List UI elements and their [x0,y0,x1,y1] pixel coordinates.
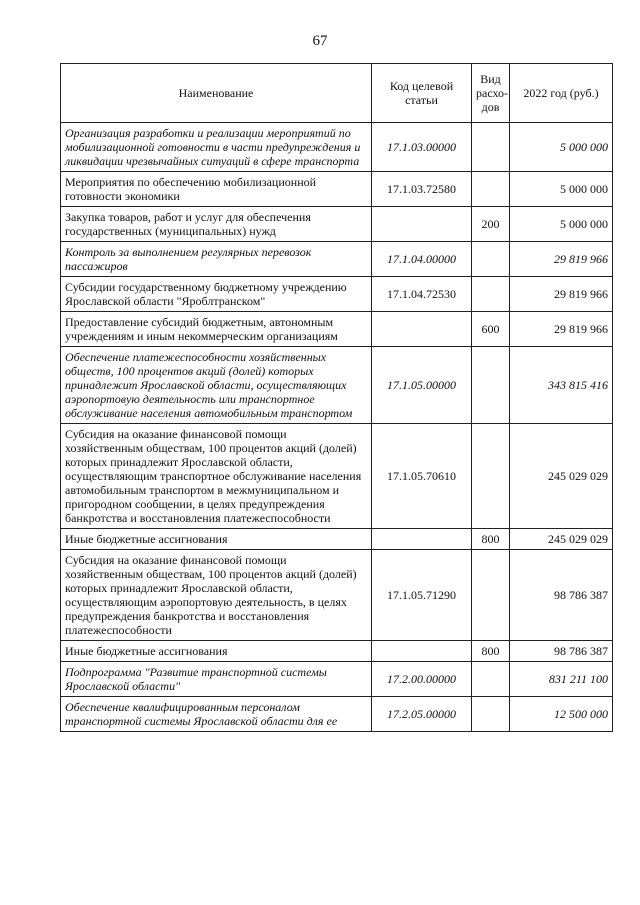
header-code: Код целевой статьи [372,64,472,123]
row-amount-cell: 29 819 966 [510,242,613,277]
row-amount-cell: 5 000 000 [510,207,613,242]
table-row [61,172,613,207]
row-code-cell: 17.1.04.72530 [372,277,472,312]
row-kind-cell [472,662,510,697]
row-kind-cell: 800 [472,641,510,662]
row-code-cell [372,641,472,662]
header-kind: Вид расхо-дов [472,64,510,123]
row-amount-cell: 12 500 000 [510,697,613,732]
page-number: 67 [312,33,328,49]
row-name-cell: Организация разработки и реализации мероприятий по мобилизационной готовности в части предупреждения и ликвидации чрезвычайных ситуаций в сфере транспорта [61,123,372,172]
row-kind-cell [472,697,510,732]
row-name-cell: Мероприятия по обеспечению мобилизационной готовности экономики [61,172,372,207]
row-code-cell: 17.1.03.00000 [372,123,472,172]
table-row [61,347,613,424]
row-kind-cell: 600 [472,312,510,347]
row-kind-cell [472,550,510,641]
header-amount: 2022 год (руб.) [510,64,613,123]
row-code-cell [372,207,472,242]
table-row [61,697,613,732]
row-code-cell: 17.1.03.72580 [372,172,472,207]
row-amount-cell: 5 000 000 [510,123,613,172]
row-name-cell: Обеспечение квалифицированным персоналом транспортной системы Ярославской области для ее [61,697,372,732]
row-name-cell: Субсидия на оказание финансовой помощи хозяйственным обществам, 100 процентов акций (долей) которых принадлежит Ярославской области, осуществляющим аэропортовую деятельность, в целях предупреждения банкротства и восстановления платежеспособности [61,550,372,641]
row-amount-cell: 29 819 966 [510,312,613,347]
row-name-cell: Субсидии государственному бюджетному учреждению Ярославской области "Яроблтранском" [61,277,372,312]
row-kind-cell [472,242,510,277]
header-name: Наименование [61,64,372,123]
row-amount-cell: 343 815 416 [510,347,613,424]
row-amount-cell: 5 000 000 [510,172,613,207]
row-code-cell: 17.2.00.00000 [372,662,472,697]
table-row [61,529,613,550]
row-name-cell: Предоставление субсидий бюджетным, автономным учреждениям и иным некоммерческим организациям [61,312,372,347]
table-row [61,207,613,242]
table-body [61,123,613,732]
row-name-cell: Контроль за выполнением регулярных перевозок пассажиров [61,242,372,277]
row-amount-cell: 98 786 387 [510,641,613,662]
table-row [61,424,613,529]
row-kind-cell [472,277,510,312]
row-kind-cell [472,347,510,424]
row-code-cell: 17.2.05.00000 [372,697,472,732]
row-kind-cell: 800 [472,529,510,550]
table-row [61,550,613,641]
row-code-cell: 17.1.05.00000 [372,347,472,424]
row-kind-cell [472,172,510,207]
row-name-cell: Закупка товаров, работ и услуг для обеспечения государственных (муниципальных) нужд [61,207,372,242]
row-code-cell: 17.1.05.71290 [372,550,472,641]
table-row [61,277,613,312]
row-code-cell [372,312,472,347]
table-row [61,662,613,697]
row-code-cell: 17.1.05.70610 [372,424,472,529]
budget-table [60,63,613,732]
table-row [61,641,613,662]
row-code-cell [372,529,472,550]
row-name-cell: Субсидия на оказание финансовой помощи хозяйственным обществам, 100 процентов акций (долей) которых принадлежит Ярославской области, осуществляющим транспортное обслуживание населения автомобильным транспортом в межмуниципальном и пригородном сообщении, в целях предупреждения банкротства и восстановления платежеспособности [61,424,372,529]
row-amount-cell: 245 029 029 [510,529,613,550]
row-amount-cell: 245 029 029 [510,424,613,529]
table-header-row [61,64,613,123]
row-kind-cell [472,424,510,529]
row-name-cell: Иные бюджетные ассигнования [61,641,372,662]
row-kind-cell: 200 [472,207,510,242]
row-amount-cell: 98 786 387 [510,550,613,641]
row-name-cell: Иные бюджетные ассигнования [61,529,372,550]
table-row [61,242,613,277]
row-amount-cell: 29 819 966 [510,277,613,312]
table-row [61,123,613,172]
row-amount-cell: 831 211 100 [510,662,613,697]
table-row [61,312,613,347]
row-kind-cell [472,123,510,172]
row-code-cell: 17.1.04.00000 [372,242,472,277]
row-name-cell: Подпрограмма "Развитие транспортной системы Ярославской области" [61,662,372,697]
row-name-cell: Обеспечение платежеспособности хозяйственных обществ, 100 процентов акций (долей) которых принадлежит Ярославской области, осуществляющих аэропортовую деятельность или транспортное обслуживание населения автомобильным транспортом [61,347,372,424]
